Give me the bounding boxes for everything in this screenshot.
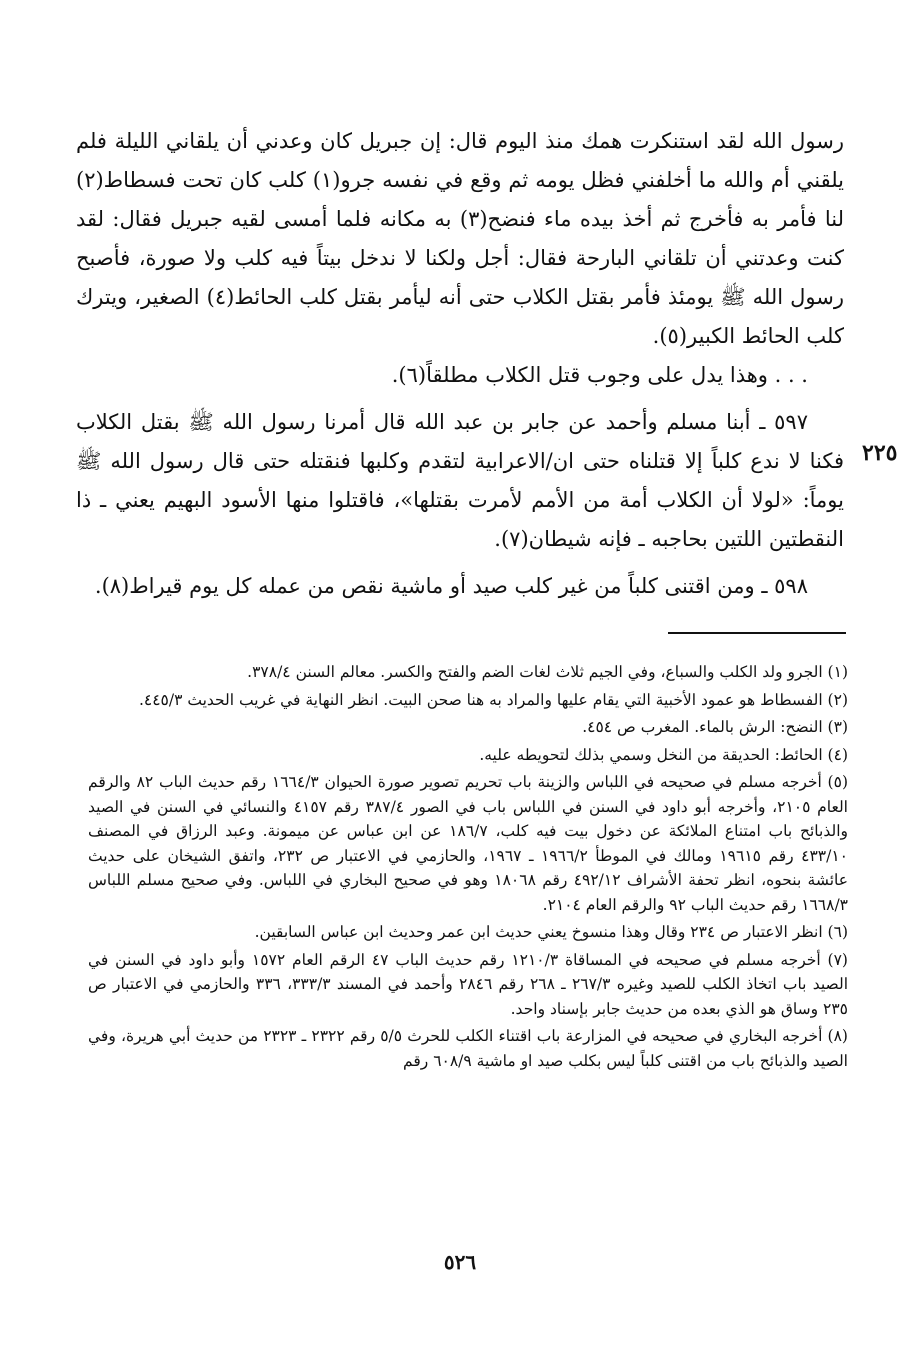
footnote: (٢) الفسطاط هو عمود الأخبية التي يقام عليها والمراد به هنا صحن البيت. انظر النهاية في غريب الحديث ٤٤٥/٣. (138, 690, 848, 709)
footnote: (٨) أخرجه البخاري في صحيحه في المزارعة باب اقتناء الكلب للحرث ٥/٥ رقم ٢٣٢٢ ـ ٢٣٢٣ من حديث أبي هريرة، وفي الصيد والذبائح باب من اقتنى كلباً ليس بكلب صيد او ماشية ٦٠٨/٩ رقم (88, 1027, 848, 1070)
footnote: (٦) انظر الاعتبار ص ٢٣٤ وقال وهذا منسوخ يعني حديث ابن عمر وحديث ابن عباس السابقين. (254, 923, 848, 941)
hadith-paragraph-597: ٥٩٧ ـ أبنا مسلم وأحمد عن جابر بن عبد الله قال أمرنا رسول الله ﷺ بقتل الكلاب فكنا لا ندع كلباً إلا قتلناه حتى ان/الاعرابية لتقدم وكلبها فنقتله حتى قال رسول الله ﷺ يوماً: «لولا أن الكلاب أمة من الأمم لأمرت بقتلها»، فاقتلوا منها الأسود البهيم يعني ـ ذا النقطتين اللتين بحاجبه ـ فإنه شيطان(٧). (76, 410, 844, 551)
footnote: (٥) أخرجه مسلم في صحيحه في اللباس والزينة باب تحريم تصوير صورة الحيوان ١٦٦٤/٣ رقم حديث الباب ٨٢ والرقم العام ٢١٠٥، وأخرجه أبو داود في السنن في اللباس باب في الصور ٣٨٧/٤ رقم ٤١٥٧ والنسائي في السنن في الصيد والذبائح باب امتناع الملائكة عن دخول بيت فيه كلب، ١٨٦/٧ عن ابن عباس عن ميمونة. وعبد الرزاق في المصنف ٤٣٣/١٠ رقم ١٩٦١٥ ومالك في الموطأ ١٩٦٦/٢ ـ ١٩٦٧، والحازمي في الاعتبار ص ٢٣٢، واتفق الشيخان على حديث عائشة بنحوه، انظر تحفة الأشراف ٤٩٢/١٢ رقم ١٨٠٦٨ وهو في صحيح البخاري في اللباس. وفي صحيح مسلم اللباس ١٦٦٨/٣ رقم حديث الباب ٩٢ والرقم العام ٢١٠٤. (88, 773, 848, 914)
main-paragraph: . . . وهذا يدل على وجوب قتل الكلاب مطلقاً(٦). (391, 363, 808, 387)
footnote: (٧) أخرجه مسلم في صحيحه في المساقاة ١٢١٠/٣ رقم حديث الباب ٤٧ الرقم العام ١٥٧٢ وأبو داود في السنن في الصيد باب اتخاذ الكلب للصيد وغيره ٢٦٧/٣ ـ ٢٦٨ رقم ٢٨٤٦ وأحمد في المسند ٣٣٣/٣، ٣٣٦ والحازمي في الاعتبار ص ٢٣٥ وساق هو الذي بعده من حديث جابر بإسناد واحد. (88, 950, 848, 1018)
page-number: ٥٢٦ (443, 1250, 477, 1274)
main-paragraph: رسول الله لقد استنكرت همك منذ اليوم قال: إن جبريل كان وعدني أن يلقاني الليلة فلم يلقني أم والله ما أخلفني فظل يومه ثم وقع في نفسه جرو(١) كلب كان تحت فسطاط(٢) لنا فأمر به فأخرج ثم أخذ بيده ماء فنضح(٣) به مكانه فلما أمسى لقيه جبريل فقال: لقد كنت وعدتني أن تلقاني البارحة فقال: أجل ولكنا لا ندخل بيتاً فيه كلب ولا صورة، فأصبح رسول الله ﷺ يومئذ فأمر بقتل الكلاب حتى أنه ليأمر بقتل كلب الحائط(٤) الصغير، ويترك كلب الحائط الكبير(٥). (76, 129, 844, 348)
footnote: (١) الجرو ولد الكلب والسباع، وفي الجيم ثلاث لغات الضم والفتح والكسر. معالم السنن ٣٧٨/٤. (247, 663, 848, 681)
footnote-separator (668, 632, 846, 634)
footnote: (٣) النضح: الرش بالماء. المغرب ص ٤٥٤. (582, 718, 848, 736)
footnotes (88, 660, 848, 1076)
footnote: (٤) الحائط: الحديقة من النخل وسمي بذلك لتحويطه عليه. (479, 745, 848, 764)
main-text (76, 122, 844, 606)
margin-page-reference: ٢٢٥ (862, 440, 898, 466)
hadith-paragraph-598: ٥٩٨ ـ ومن اقتنى كلباً من غير كلب صيد أو ماشية نقص من عمله كل يوم قيراط(٨). (94, 574, 808, 598)
